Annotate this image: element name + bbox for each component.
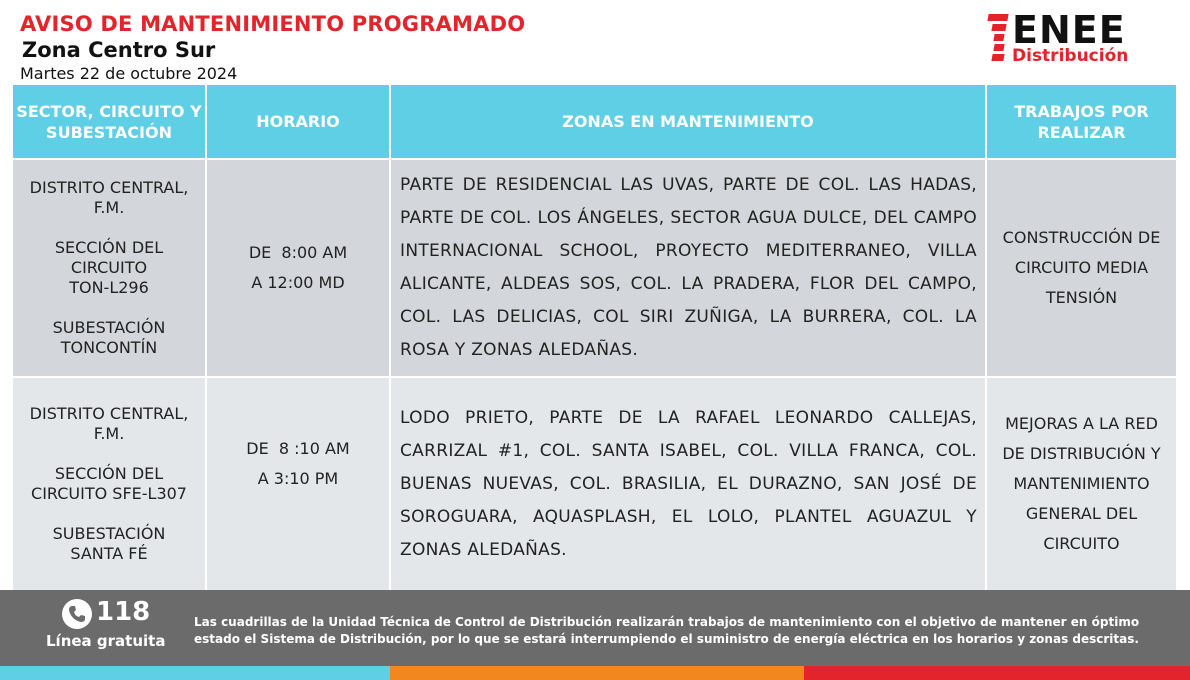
stripe-red (804, 666, 1190, 680)
circuit-name: SECCIÓN DEL CIRCUITO TON-L296 (54, 238, 164, 297)
table-row-2-works (987, 378, 1176, 590)
zone-name: Zona Centro Sur (22, 38, 216, 62)
zones-list: LODO PRIETO, PARTE DE LA RAFAEL LEONARDO CALLEJAS, CARRIZAL #1, COL. SANTA ISABEL, COL. VILLA FRANCA, COL. BUENAS NUEVAS, COL. BRASILIA, EL DURAZNO, SAN JOSÉ DE SOROGUARA, AQUASPLASH, EL LOLO, PLANTEL AGUAZUL Y ZONAS ALEDAÑAS. (400, 407, 977, 560)
column-header-zones: ZONAS EN MANTENIMIENTO (391, 85, 985, 158)
table-row-1-sector (13, 160, 205, 376)
works-description: CONSTRUCCIÓN DE CIRCUITO MEDIA TENSIÓN (1002, 228, 1161, 307)
enee-logo (986, 10, 1166, 70)
table-row-1-zones (391, 160, 985, 376)
stripe-orange (390, 666, 804, 680)
hours-to: A 3:10 PM (257, 469, 339, 488)
logo-brand: ENEE (1012, 8, 1126, 52)
sector-name: DISTRITO CENTRAL, F.M. (29, 404, 189, 443)
works-description: MEJORAS A LA RED DE DISTRIBUCIÓN Y MANTENIMIENTO GENERAL DEL CIRCUITO (1002, 414, 1161, 553)
hotline-number: 118 (96, 597, 151, 627)
phone-icon (62, 599, 92, 629)
table-row-1-works (987, 160, 1176, 376)
column-header-works: TRABAJOS POR REALIZAR (987, 85, 1176, 158)
hours-from: DE 8:00 AM (248, 243, 348, 262)
sector-name: DISTRITO CENTRAL, F.M. (29, 178, 189, 217)
substation-name: SUBESTACIÓN SANTA FÉ (52, 524, 166, 563)
table-row-2-hours (207, 378, 389, 590)
column-header-sector: SECTOR, CIRCUITO Y SUBESTACIÓN (13, 85, 205, 158)
hours-to: A 12:00 MD (251, 273, 345, 292)
hotline-label: Línea gratuita (46, 632, 166, 650)
footer-bar (0, 590, 1190, 666)
substation-name: SUBESTACIÓN TONCONTÍN (52, 318, 166, 357)
table-row-1-hours (207, 160, 389, 376)
stripe-cyan (0, 666, 390, 680)
logo-mark-icon (988, 14, 1010, 64)
notice-title: AVISO DE MANTENIMIENTO PROGRAMADO (20, 12, 526, 36)
circuit-name: SECCIÓN DEL CIRCUITO SFE-L307 (31, 464, 187, 503)
column-header-hours: HORARIO (207, 85, 389, 158)
hours-from: DE 8 :10 AM (246, 439, 350, 458)
logo-subtitle: Distribución (1012, 46, 1129, 66)
zones-list: PARTE DE RESIDENCIAL LAS UVAS, PARTE DE COL. LAS HADAS, PARTE DE COL. LOS ÁNGELES, SECTOR AGUA DULCE, DEL CAMPO INTERNACIONAL SCHOOL, PROYECTO MEDITERRANEO, VILLA ALICANTE, ALDEAS SOS, COL. LA PRADERA, FLOR DEL CAMPO, COL. LAS DELICIAS, COL SIRI ZUÑIGA, LA BURRERA, COL. LA ROSA Y ZONAS ALEDAÑAS. (400, 175, 977, 360)
table-row-2-sector (13, 378, 205, 590)
maintenance-notice-text: Las cuadrillas de la Unidad Técnica de Control de Distribución realizarán trabajos de mantenimiento con el objetivo de mantener en óptimo estado el Sistema de Distribución, por lo que se estará interrumpiendo el suministro de energía eléctrica en los horarios y zonas descritas. (194, 615, 1140, 646)
table-row-2-zones (391, 378, 985, 590)
notice-date: Martes 22 de octubre 2024 (20, 64, 238, 83)
